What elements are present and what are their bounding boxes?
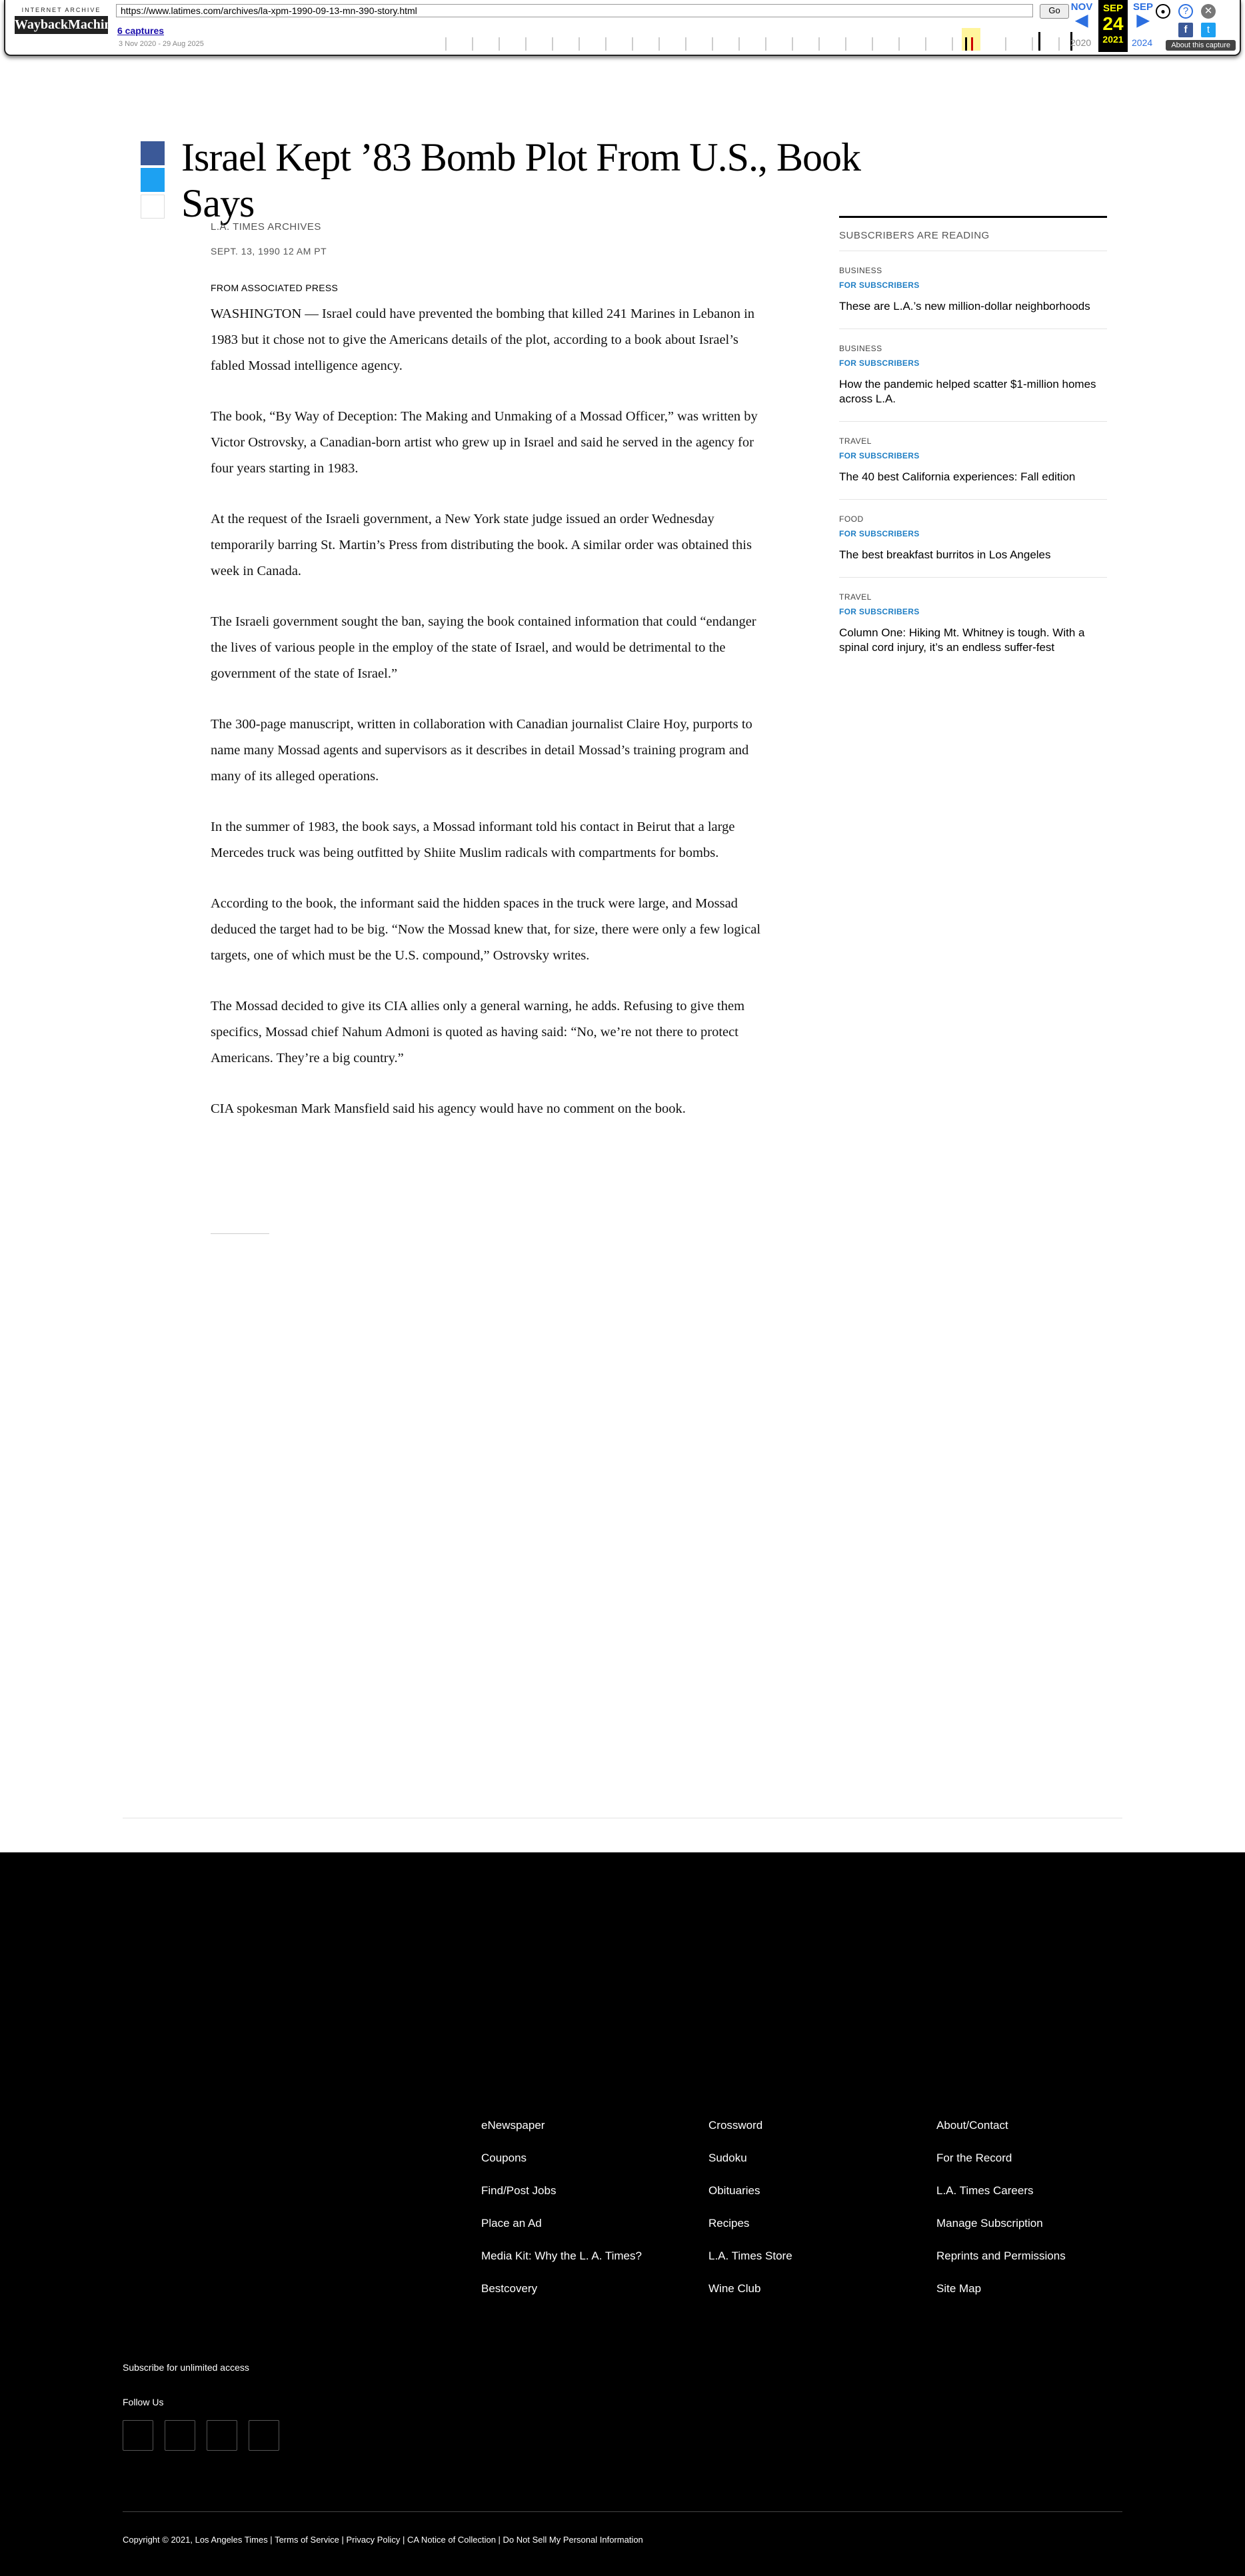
wayback-prev-year[interactable]: 2020 xyxy=(1070,37,1092,48)
subscriber-badge: FOR SUBSCRIBERS xyxy=(839,607,920,616)
story-category[interactable]: TRAVEL xyxy=(839,436,872,446)
wayback-about-capture[interactable]: About this capture xyxy=(1166,40,1236,51)
article-paragraph: The 300-page manuscript, written in collaboration with Canadian journalist Claire Hoy, purports to name many Mossad agents and supervisors as it describes in detail Mossad’s training program and many of its alleged operations. xyxy=(211,717,752,784)
wayback-prev-capture[interactable] xyxy=(1068,1,1096,29)
prev-arrow-icon: ◀ xyxy=(1075,11,1088,29)
article-paragraph: At the request of the Israeli government, a New York state judge issued an order Wednesday temporarily barring St. Martin’s Press from distributing the book. A similar order was obtained this week in Canada. xyxy=(211,512,752,578)
story-title[interactable]: How the pandemic helped scatter $1-million homes across L.A. xyxy=(839,378,1096,405)
twitter-share-icon[interactable]: t xyxy=(1201,23,1216,37)
account-icon[interactable]: ● xyxy=(1156,4,1170,19)
sidebar-story[interactable] xyxy=(839,251,1107,329)
article-paragraph: The Israeli government sought the ban, saying the book contained information that could “endanger the lives of various people in the employ of the state of Israel, and would be detrimental to the government of the state of Israel.” xyxy=(211,614,756,681)
subscriber-badge: FOR SUBSCRIBERS xyxy=(839,358,920,368)
footer-column-2 xyxy=(708,2119,928,2315)
wayback-current-capture xyxy=(1098,0,1128,52)
footer-link[interactable]: L.A. Times Careers xyxy=(936,2184,1034,2197)
footer-subscribe-link[interactable]: Subscribe for unlimited access xyxy=(123,2362,249,2373)
article-date: SEPT. 13, 1990 12 AM PT xyxy=(211,246,327,257)
article-paragraph: The book, “By Way of Deception: The Making and Unmaking of a Mossad Officer,” was written by Victor Ostrovsky, a Canadian-born artist who grew up in Israel and said he served in the agency for four years starting in 1983. xyxy=(211,409,758,476)
wayback-cur-month: SEP xyxy=(1102,3,1123,14)
wayback-logo-top: INTERNET ARCHIVE xyxy=(21,7,101,13)
footer-link[interactable]: Obituaries xyxy=(708,2184,760,2197)
story-title[interactable]: These are L.A.’s new million-dollar neighborhoods xyxy=(839,300,1090,313)
article-paragraph: WASHINGTON — Israel could have prevented the bombing that killed 241 Marines in Lebanon in 1983 but it chose not to give the Americans details of the plot, according to a book about Israel’s fabled Mossad intelligence agency. xyxy=(211,307,755,373)
email-share-icon[interactable] xyxy=(141,195,165,219)
social-facebook-icon[interactable] xyxy=(123,2420,153,2451)
wayback-url-input[interactable]: https://www.latimes.com/archives/la-xpm-1990-09-13-mn-390-story.html xyxy=(116,4,1033,17)
footer-link[interactable]: Bestcovery xyxy=(481,2282,538,2295)
wayback-next-year[interactable]: 2024 xyxy=(1132,37,1153,48)
wayback-prev-month: NOV xyxy=(1070,1,1093,13)
article-paragraph: According to the book, the informant said the hidden spaces in the truck were large, and Mossad deduced the target had to be big. “Now the Mossad knew that, for size, there were only a few logical targets, one of which must be the U.S. compound,” Ostrovsky writes. xyxy=(211,896,761,963)
article-source: FROM ASSOCIATED PRESS xyxy=(211,283,339,293)
subscriber-badge: FOR SUBSCRIBERS xyxy=(839,281,920,290)
facebook-share-icon[interactable] xyxy=(141,141,165,165)
close-icon[interactable]: ✕ xyxy=(1201,4,1216,19)
story-title[interactable]: The best breakfast burritos in Los Angeles xyxy=(839,548,1051,561)
wayback-next-capture[interactable] xyxy=(1129,1,1157,29)
sidebar-story[interactable] xyxy=(839,329,1107,422)
sidebar-story[interactable] xyxy=(839,578,1107,670)
social-instagram-icon[interactable] xyxy=(207,2420,237,2451)
article-paragraph: In the summer of 1983, the book says, a Mossad informant told his contact in Beirut that a large Mercedes truck was being outfitted by Shiite Muslim radicals with compartments for bombs. xyxy=(211,820,735,860)
site-footer xyxy=(0,1852,1245,2576)
footer-link[interactable]: Wine Club xyxy=(708,2282,761,2295)
footer-divider xyxy=(123,2511,1122,2512)
wayback-next-month: SEP xyxy=(1132,1,1153,13)
footer-link[interactable]: Recipes xyxy=(708,2217,750,2230)
wayback-logo-main: WaybackMachine xyxy=(15,16,108,34)
footer-column-1 xyxy=(481,2119,701,2315)
sidebar-heading: SUBSCRIBERS ARE READING xyxy=(839,230,1107,251)
footer-link[interactable]: Find/Post Jobs xyxy=(481,2184,557,2197)
footer-link[interactable]: Site Map xyxy=(936,2282,982,2295)
footer-column-3 xyxy=(936,2119,1156,2315)
social-youtube-icon[interactable] xyxy=(249,2420,279,2451)
wayback-captures-link[interactable]: 6 captures xyxy=(117,25,165,36)
wayback-date-range: 3 Nov 2020 - 29 Aug 2025 xyxy=(119,40,204,48)
facebook-share-icon[interactable]: f xyxy=(1178,23,1193,37)
story-category[interactable]: FOOD xyxy=(839,514,864,524)
wayback-go-button[interactable]: Go xyxy=(1040,4,1069,19)
social-twitter-icon[interactable] xyxy=(165,2420,195,2451)
footer-link[interactable]: Media Kit: Why the L. A. Times? xyxy=(481,2250,642,2262)
wayback-cur-day: 24 xyxy=(1102,13,1124,34)
sidebar-top-rule xyxy=(839,216,1107,218)
help-icon[interactable]: ? xyxy=(1178,4,1193,19)
footer-link[interactable]: Coupons xyxy=(481,2152,527,2164)
subscriber-badge: FOR SUBSCRIBERS xyxy=(839,451,920,460)
wayback-cur-year: 2021 xyxy=(1102,34,1124,45)
sidebar-story[interactable] xyxy=(839,500,1107,578)
story-title[interactable]: Column One: Hiking Mt. Whitney is tough. With a spinal cord injury, it’s an endless suffer-fest xyxy=(839,626,1085,654)
footer-link[interactable]: Manage Subscription xyxy=(936,2217,1043,2230)
footer-copyright[interactable]: Copyright © 2021, Los Angeles Times | Terms of Service | Privacy Policy | CA Notice of Collection | Do Not Sell My Personal Information xyxy=(123,2535,643,2545)
footer-follow-label: Follow Us xyxy=(123,2397,164,2407)
twitter-share-icon[interactable] xyxy=(141,168,165,192)
next-arrow-icon: ▶ xyxy=(1136,11,1150,29)
footer-link[interactable]: For the Record xyxy=(936,2152,1012,2164)
footer-link[interactable]: eNewspaper xyxy=(481,2119,545,2132)
story-category[interactable]: BUSINESS xyxy=(839,344,882,353)
wayback-toolbar xyxy=(4,0,1241,56)
article-body xyxy=(211,301,770,1147)
article-end-divider xyxy=(211,1233,269,1234)
subscribers-reading-sidebar xyxy=(839,216,1107,670)
story-category[interactable]: BUSINESS xyxy=(839,266,882,275)
article-paragraph: The Mossad decided to give its CIA allies only a general warning, he adds. Refusing to give them specifics, Mossad chief Nahum Admoni is quoted as having said: “No, we’re not there to protect Americans. They’re a big country.” xyxy=(211,999,745,1065)
footer-link[interactable]: Crossword xyxy=(708,2119,763,2132)
story-title[interactable]: The 40 best California experiences: Fall edition xyxy=(839,470,1076,483)
footer-link[interactable]: L.A. Times Store xyxy=(708,2250,792,2262)
footer-link[interactable]: Sudoku xyxy=(708,2152,747,2164)
subscriber-badge: FOR SUBSCRIBERS xyxy=(839,529,920,538)
footer-link[interactable]: Reprints and Permissions xyxy=(936,2250,1066,2262)
wayback-sparkline[interactable] xyxy=(445,27,1078,51)
story-category[interactable]: TRAVEL xyxy=(839,592,872,602)
article-headline: Israel Kept ’83 Bomb Plot From U.S., Book Says xyxy=(181,135,860,225)
footer-link[interactable]: Place an Ad xyxy=(481,2217,542,2230)
article-section-label[interactable]: L.A. TIMES ARCHIVES xyxy=(211,221,321,233)
footer-link[interactable]: About/Contact xyxy=(936,2119,1008,2132)
article-paragraph: CIA spokesman Mark Mansfield said his agency would have no comment on the book. xyxy=(211,1101,686,1116)
wayback-logo[interactable] xyxy=(15,7,118,34)
sidebar-story[interactable] xyxy=(839,422,1107,500)
